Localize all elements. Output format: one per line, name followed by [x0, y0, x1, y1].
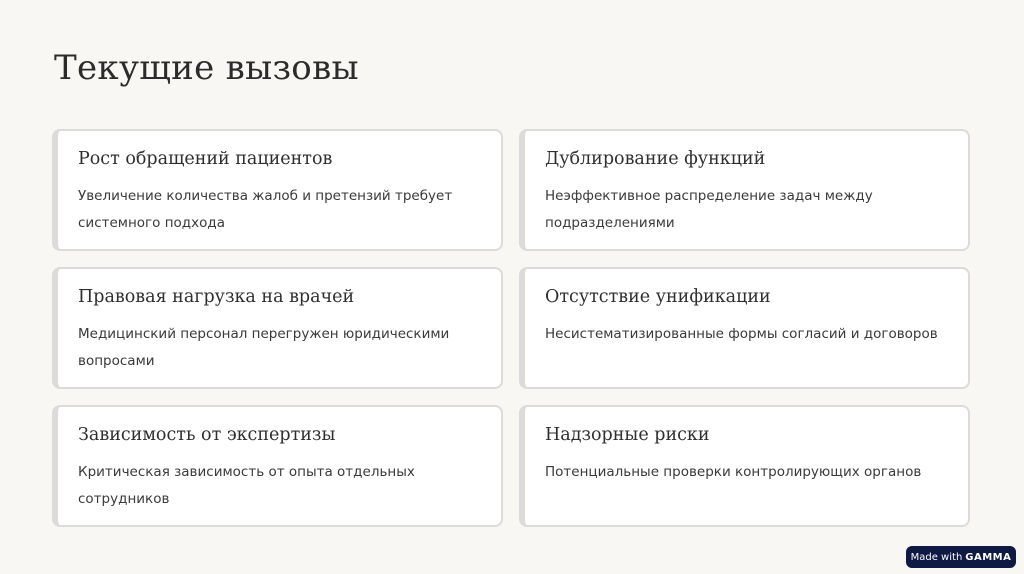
card-description: Увеличение количества жалоб и претензий требует системного подхода: [78, 188, 453, 231]
challenge-card: [52, 267, 503, 389]
badge-prefix: Made with: [910, 551, 963, 563]
challenges-grid: [52, 129, 970, 527]
gamma-logo-text: GAMMA: [965, 551, 1012, 563]
card-title: Дублирование функций: [545, 149, 766, 169]
card-title: Надзорные риски: [545, 425, 710, 445]
card-description: Критическая зависимость от опыта отдельных сотрудников: [78, 464, 415, 507]
made-with-gamma-badge[interactable]: [906, 546, 1016, 568]
card-description: Медицинский персонал перегружен юридическими вопросами: [78, 326, 450, 369]
challenge-card: [519, 129, 970, 251]
card-description: Потенциальные проверки контролирующих органов: [545, 464, 922, 480]
card-title: Рост обращений пациентов: [78, 149, 333, 169]
card-title: Отсутствие унификации: [545, 287, 771, 307]
challenge-card: [519, 267, 970, 389]
page-title: Текущие вызовы: [54, 48, 359, 88]
challenge-card: [519, 405, 970, 527]
card-title: Зависимость от экспертизы: [78, 425, 336, 445]
challenge-card: [52, 405, 503, 527]
card-description: Неэффективное распределение задач между подразделениями: [545, 188, 873, 231]
card-description: Несистематизированные формы согласий и договоров: [545, 326, 938, 342]
card-title: Правовая нагрузка на врачей: [78, 287, 355, 307]
challenge-card: [52, 129, 503, 251]
